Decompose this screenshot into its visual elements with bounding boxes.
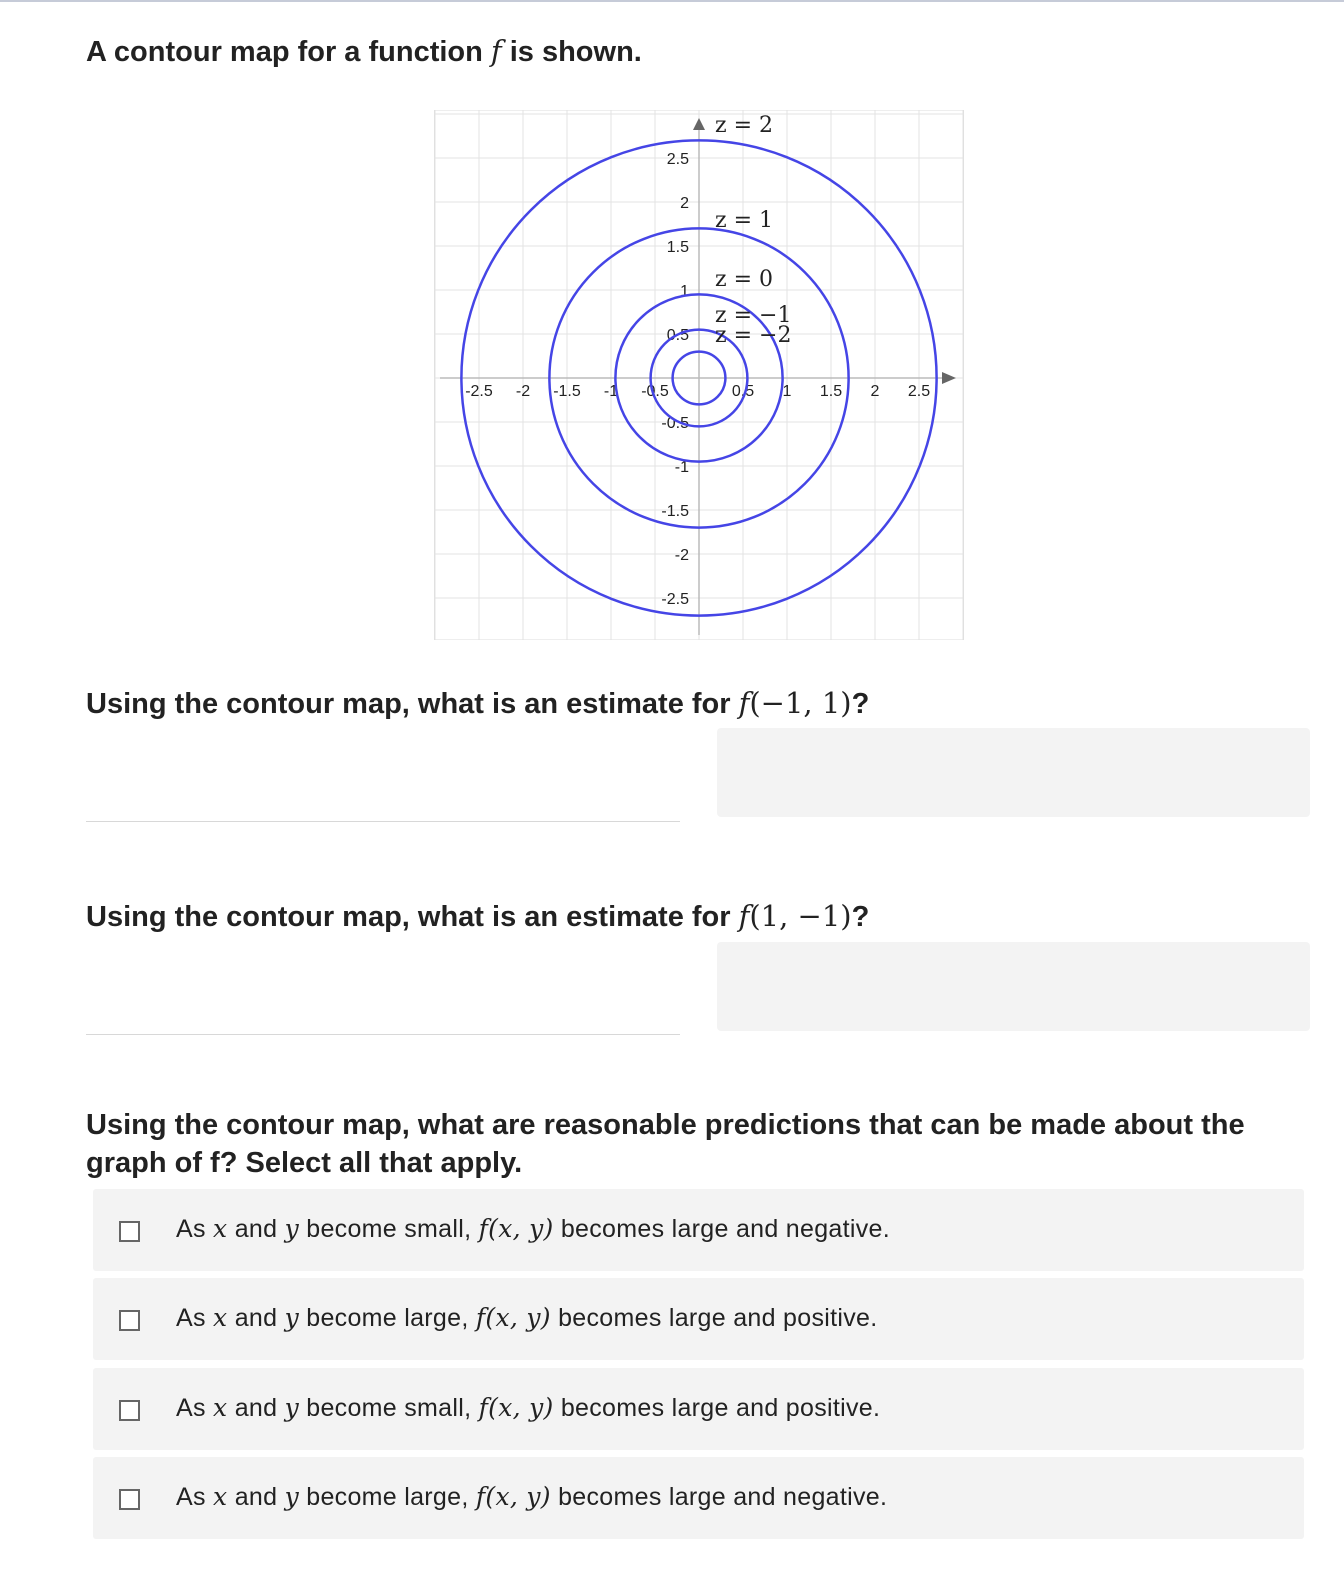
y-tick-label: 1.5 bbox=[666, 239, 689, 256]
option-4[interactable] bbox=[93, 1457, 1304, 1539]
x-tick-label: 1.5 bbox=[819, 383, 843, 400]
option-text: As bbox=[176, 1215, 206, 1243]
option-text: As bbox=[176, 1483, 206, 1511]
level-label: z = −2 bbox=[715, 323, 792, 348]
option-text: become small, bbox=[306, 1394, 472, 1422]
option-text: become small, bbox=[306, 1215, 472, 1243]
contour-map bbox=[434, 110, 964, 640]
intro-symbol: f bbox=[490, 34, 502, 68]
option-args: (x, y) bbox=[485, 1482, 551, 1511]
option-3-label bbox=[176, 1391, 880, 1425]
level-label: z = 0 bbox=[715, 267, 774, 292]
intro-text-after: is shown. bbox=[509, 36, 642, 68]
option-1[interactable] bbox=[93, 1189, 1304, 1271]
question-2 bbox=[86, 897, 869, 936]
level-label: z = 2 bbox=[715, 113, 774, 138]
option-var: x bbox=[213, 1393, 228, 1422]
y-tick-label: -1 bbox=[674, 459, 689, 476]
answer-2-input[interactable] bbox=[717, 942, 1310, 1031]
option-1-label bbox=[176, 1212, 890, 1246]
option-var: y bbox=[284, 1303, 299, 1332]
option-4-checkbox[interactable] bbox=[119, 1489, 140, 1510]
option-f: f bbox=[475, 1303, 486, 1332]
option-text: and bbox=[234, 1304, 278, 1332]
x-tick-label: -1 bbox=[603, 383, 619, 400]
top-divider bbox=[0, 0, 1344, 2]
option-var: x bbox=[213, 1214, 228, 1243]
option-text: becomes large and negative. bbox=[558, 1483, 888, 1511]
y-tick-label: -2.5 bbox=[661, 591, 689, 608]
option-text: and bbox=[234, 1215, 278, 1243]
x-tick-label: 2 bbox=[870, 383, 880, 400]
option-var: x bbox=[213, 1303, 228, 1332]
option-var: y bbox=[284, 1214, 299, 1243]
question-1-text: Using the contour map, what is an estimate for bbox=[86, 688, 731, 720]
intro-text bbox=[86, 32, 642, 71]
option-text: become large, bbox=[306, 1483, 469, 1511]
question-3-line-2: graph of f? Select all that apply. bbox=[86, 1147, 523, 1179]
answer-1-input[interactable] bbox=[717, 728, 1310, 817]
x-tick-label: 2.5 bbox=[907, 383, 931, 400]
question-1-suffix: ? bbox=[851, 688, 870, 720]
option-args: (x, y) bbox=[485, 1303, 551, 1332]
answer-1-underline bbox=[86, 821, 680, 822]
question-3 bbox=[86, 1106, 1245, 1182]
question-2-f: f bbox=[738, 899, 750, 933]
x-tick-label: -2.5 bbox=[465, 383, 493, 400]
option-text: become large, bbox=[306, 1304, 469, 1332]
option-args: (x, y) bbox=[488, 1214, 554, 1243]
question-2-text: Using the contour map, what is an estimate for bbox=[86, 901, 731, 933]
x-tick-label: -1.5 bbox=[553, 383, 581, 400]
answer-2-underline bbox=[86, 1034, 680, 1035]
y-tick-label: 1 bbox=[680, 283, 689, 300]
option-2-checkbox[interactable] bbox=[119, 1310, 140, 1331]
y-tick-label: -2 bbox=[674, 547, 689, 564]
level-label: z = −1 bbox=[715, 303, 792, 328]
option-text: becomes large and negative. bbox=[560, 1215, 890, 1243]
question-1 bbox=[86, 684, 869, 723]
intro-text-before: A contour map for a function bbox=[86, 36, 483, 68]
option-2-label bbox=[176, 1301, 877, 1335]
y-tick-label: 0.5 bbox=[666, 327, 689, 344]
option-f: f bbox=[478, 1393, 489, 1422]
option-text: As bbox=[176, 1304, 206, 1332]
option-text: becomes large and positive. bbox=[558, 1304, 878, 1332]
y-tick-label: 2.5 bbox=[666, 151, 689, 168]
option-var: y bbox=[284, 1393, 299, 1422]
option-f: f bbox=[475, 1482, 486, 1511]
level-label: z = 1 bbox=[715, 208, 774, 233]
option-text: and bbox=[234, 1483, 278, 1511]
option-text: As bbox=[176, 1394, 206, 1422]
option-args: (x, y) bbox=[488, 1393, 554, 1422]
option-3-checkbox[interactable] bbox=[119, 1400, 140, 1421]
option-text: becomes large and positive. bbox=[560, 1394, 881, 1422]
y-tick-label: -0.5 bbox=[661, 415, 689, 432]
option-2[interactable] bbox=[93, 1278, 1304, 1360]
option-4-label bbox=[176, 1480, 887, 1514]
option-1-checkbox[interactable] bbox=[119, 1221, 140, 1242]
x-tick-label: 1 bbox=[782, 383, 792, 400]
option-text: and bbox=[234, 1394, 278, 1422]
option-var: x bbox=[213, 1482, 228, 1511]
y-tick-label: 2 bbox=[680, 195, 689, 212]
question-2-suffix: ? bbox=[851, 901, 870, 933]
option-var: y bbox=[284, 1482, 299, 1511]
question-3-line-1: Using the contour map, what are reasonable predictions that can be made about the bbox=[86, 1109, 1245, 1141]
x-tick-label: -2 bbox=[515, 383, 531, 400]
option-f: f bbox=[478, 1214, 489, 1243]
x-tick-label: 0.5 bbox=[731, 383, 755, 400]
x-tick-label: -0.5 bbox=[641, 383, 669, 400]
y-tick-label: -1.5 bbox=[661, 503, 689, 520]
question-1-f: f bbox=[738, 686, 750, 720]
option-3[interactable] bbox=[93, 1368, 1304, 1450]
question-2-args: (1, −1) bbox=[749, 899, 852, 933]
question-1-args: (−1, 1) bbox=[749, 686, 852, 720]
